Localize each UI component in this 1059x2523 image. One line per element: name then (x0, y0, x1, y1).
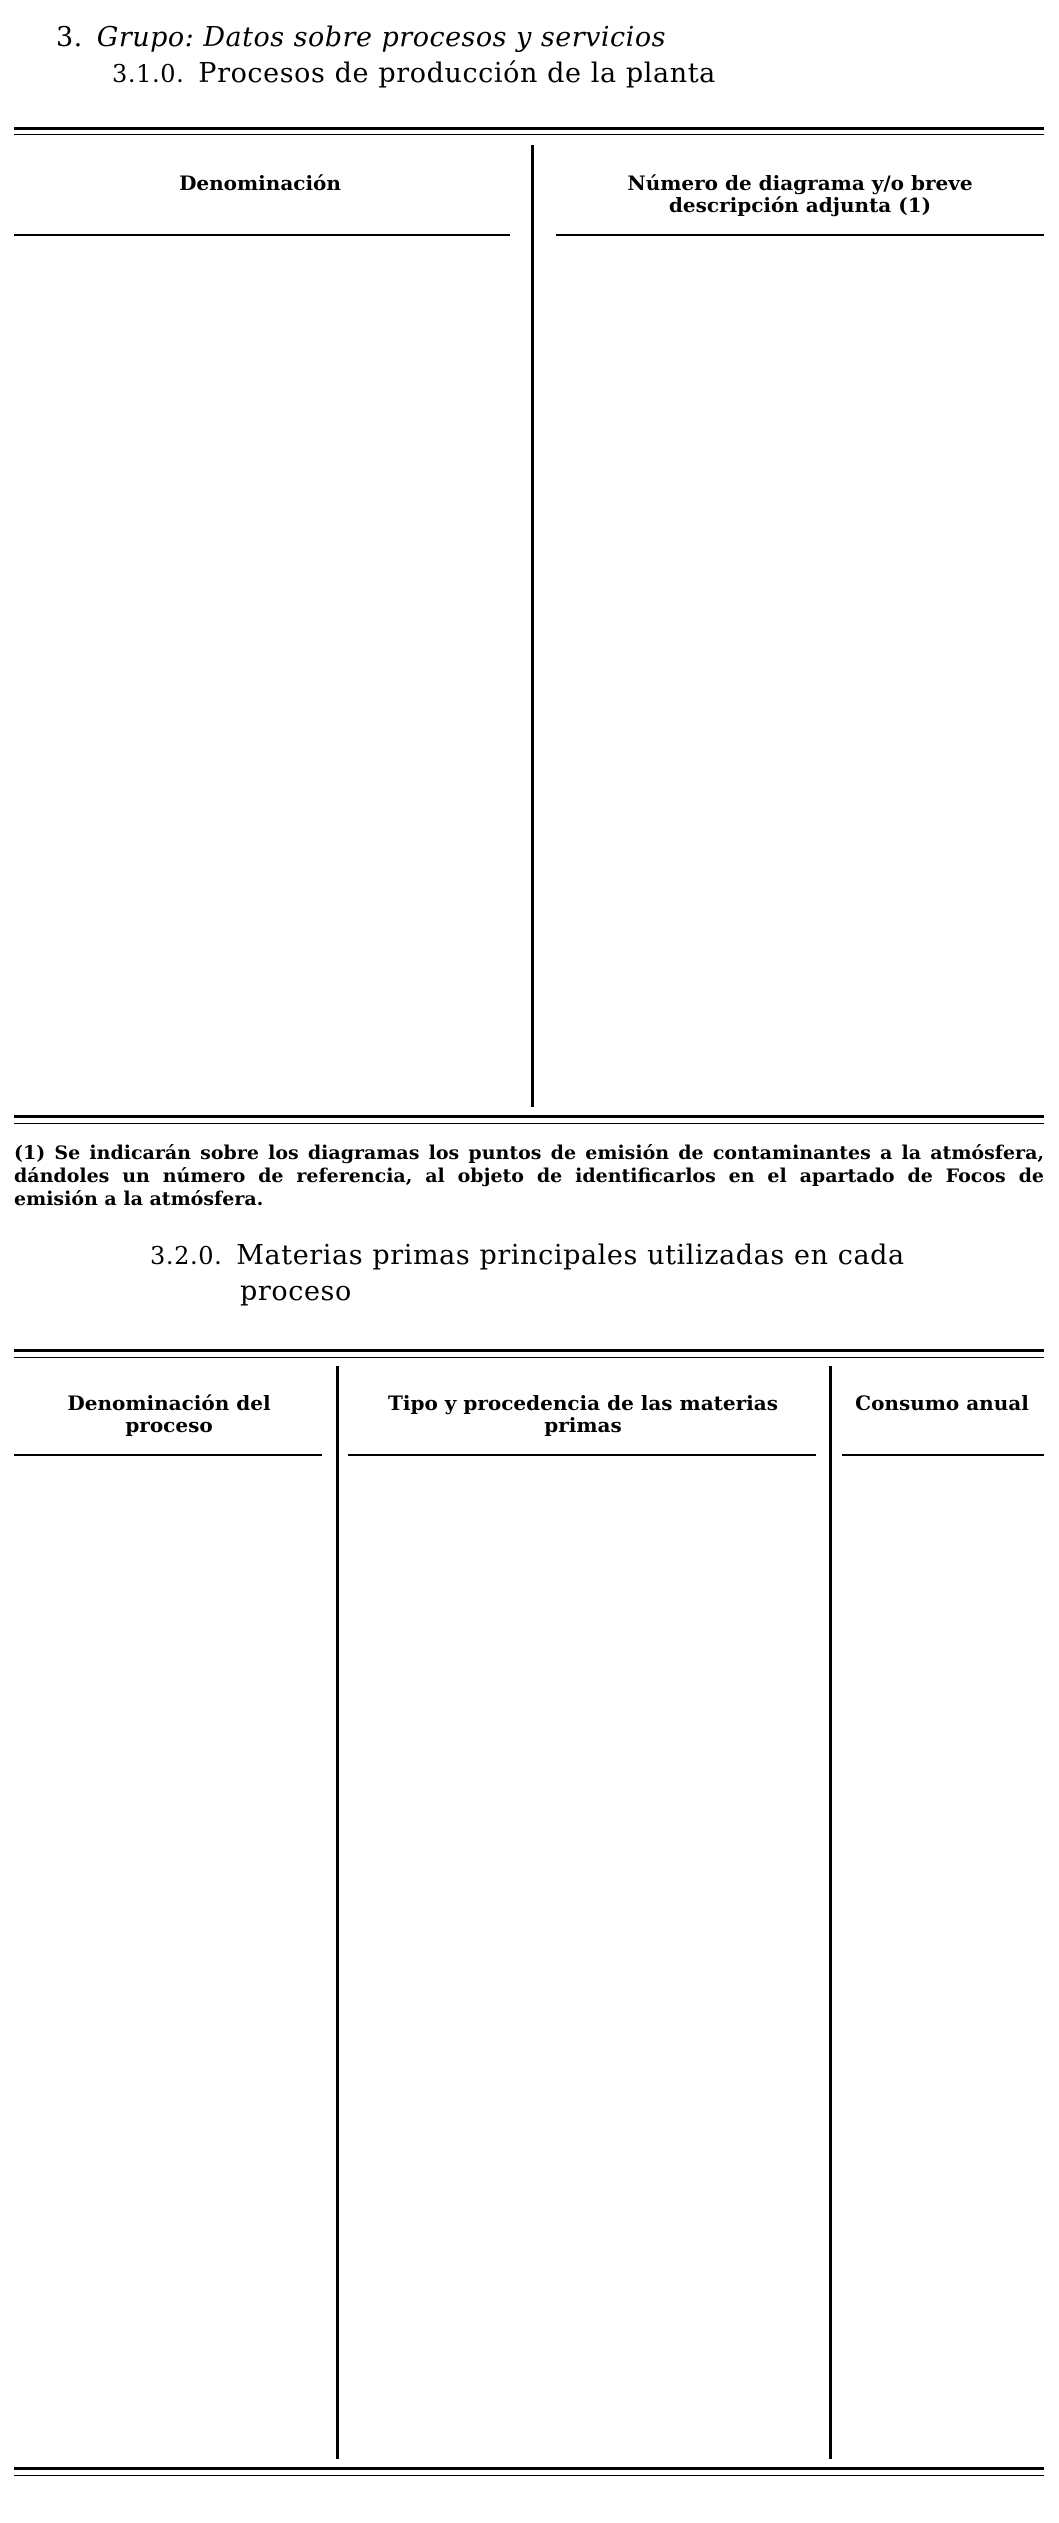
table-2-header-rule-1 (14, 1454, 322, 1456)
table-1-header-diagrama: Número de diagrama y/o breve descripción adjunta (1) (627, 171, 973, 217)
section-2-title-line1: Materias primas principales utilizadas en cada (236, 1240, 905, 1271)
table-2-column-divider-2 (829, 1366, 832, 2459)
table-2-header-rule-3 (842, 1454, 1044, 1456)
table-2-top-rule-thin (14, 1357, 1044, 1358)
table-1-header-rule-right (556, 234, 1044, 236)
table-2-bottom-rule (14, 2467, 1044, 2470)
table-2-header-materias: Tipo y procedencia de las materias primas (388, 1391, 778, 1437)
table-1-header-denominacion: Denominación (179, 171, 341, 195)
table-1-bottom-rule (14, 1115, 1044, 1118)
section-2-heading (150, 1240, 905, 1271)
table-1-header-rule-left (14, 234, 510, 236)
section-1-title: Procesos de producción de la planta (198, 58, 716, 89)
table-1-bottom-rule-thin (14, 1123, 1044, 1124)
table-2-bottom-rule-thin (14, 2475, 1044, 2476)
table-2-header-rule-2 (348, 1454, 816, 1456)
table-1-column-divider (531, 145, 534, 1107)
section-1-heading (112, 58, 716, 89)
table-1-top-rule (14, 127, 1044, 130)
group-title: Grupo: Datos sobre procesos y servicios (96, 22, 666, 53)
table-2-column-divider-1 (336, 1366, 339, 2459)
group-heading (56, 22, 666, 53)
section-1-number: 3.1.0. (112, 60, 185, 88)
section-2-title-line2: proceso (240, 1276, 352, 1307)
table-2-header-proceso: Denominación del proceso (67, 1391, 271, 1437)
table-1-top-rule-thin (14, 134, 1044, 135)
section-2-number: 3.2.0. (150, 1242, 223, 1270)
table-2-header-consumo: Consumo anual (855, 1391, 1029, 1415)
table-1-footnote: (1) Se indicarán sobre los diagramas los puntos de emisión de contaminantes a la atmósfera, dándoles un número de referencia, al objeto de identificarlos en el apartado de Focos de emisión a la atmósfera. (14, 1142, 1044, 1210)
table-2-top-rule (14, 1349, 1044, 1352)
group-number: 3. (56, 22, 83, 53)
